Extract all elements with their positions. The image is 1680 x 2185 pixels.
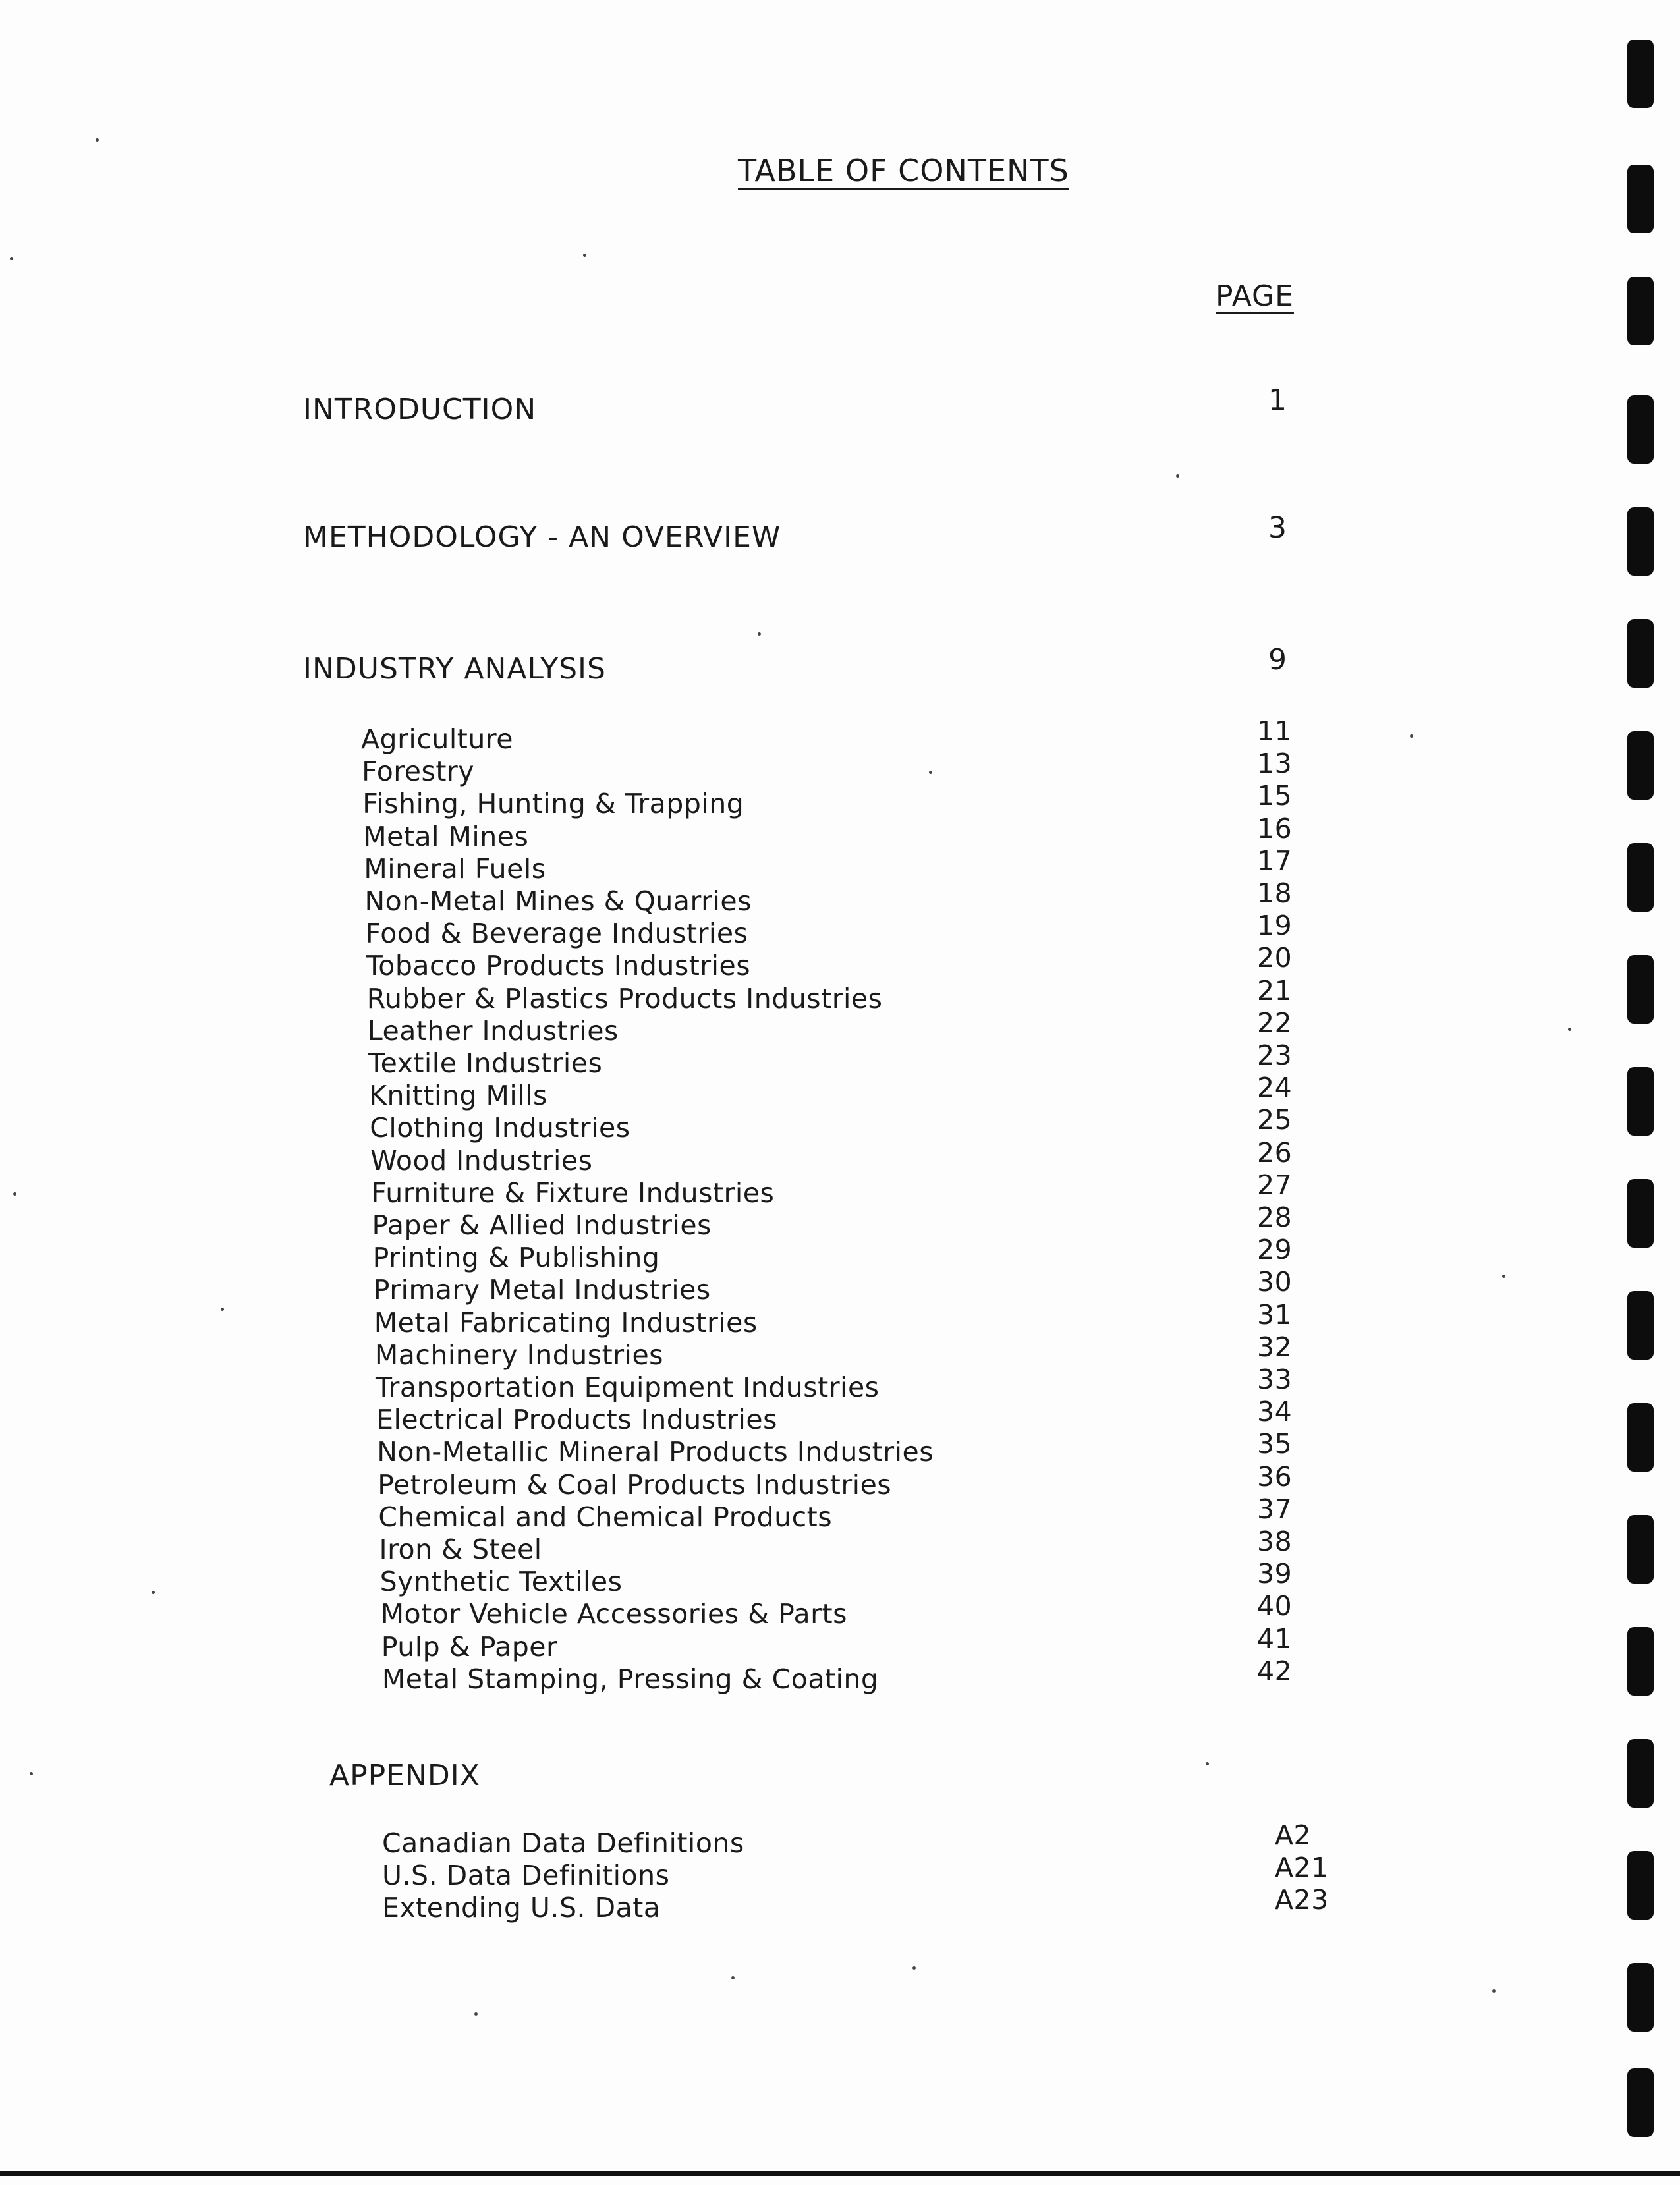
entry-label: Synthetic Textiles [379,1566,623,1598]
entry-page-number: 37 [1256,1493,1293,1525]
entry-page-number: 11 [1257,715,1293,747]
entry-page-number: 36 [1256,1460,1293,1493]
toc-entry [365,910,1393,951]
section-label: INTRODUCTION [303,393,537,426]
entry-label: Metal Fabricating Industries [374,1306,758,1339]
binder-hole [1627,165,1654,233]
entry-page-number: 27 [1256,1169,1293,1201]
toc-section-introduction [303,383,1357,432]
entry-page-number: 39 [1256,1558,1293,1590]
scan-speck [13,1192,16,1196]
entry-page-number: A2 [1275,1819,1312,1851]
bottom-edge-rule [0,2171,1680,2176]
binder-hole [1627,1067,1654,1136]
scan-speck [1410,734,1413,738]
scan-speck [1568,1028,1571,1031]
entry-label: Agriculture [361,723,513,755]
section-label: APPENDIX [329,1759,480,1792]
page-title: TABLE OF CONTENTS [738,153,1069,188]
binder-hole [1627,1515,1654,1584]
entry-page-number: 40 [1256,1590,1293,1622]
binder-hole [1627,1291,1654,1360]
entry-page-number: 25 [1256,1104,1293,1136]
entry-label: Electrical Products Industries [376,1404,777,1436]
scan-speck [474,2012,478,2016]
toc-entry [372,1234,1401,1275]
entry-label: Motor Vehicle Accessories & Parts [380,1598,847,1630]
binder-hole [1627,1403,1654,1472]
entry-page-number: 29 [1256,1234,1293,1266]
scan-speck [1502,1275,1505,1278]
entry-page-number: 23 [1257,1039,1293,1071]
binder-hole-strip [1627,26,1654,2134]
scan-speck [1206,1762,1209,1765]
toc-entry [362,780,1390,821]
scan-speck [929,771,932,774]
scan-speck [96,138,99,142]
scan-speck [221,1308,224,1311]
binder-hole [1627,731,1654,800]
entry-label: Metal Mines [363,820,529,852]
entry-label: Paper & Allied Industries [372,1209,712,1241]
entry-label: Petroleum & Coal Products Industries [378,1468,892,1501]
entry-page-number: 35 [1256,1428,1293,1460]
entry-page-number: 21 [1256,974,1293,1007]
entry-label: Chemical and Chemical Products [378,1501,833,1533]
scan-speck [1492,1989,1496,1993]
scan-speck [152,1591,155,1594]
appendix-entry [382,1819,1410,1860]
toc-entry [381,1655,1410,1696]
entry-page-number: 24 [1256,1072,1293,1104]
toc-entry [368,1039,1396,1080]
entry-page-number: 26 [1256,1136,1293,1169]
entry-label: Clothing Industries [370,1112,630,1144]
entry-page-number: 34 [1256,1396,1293,1428]
appendix-entry [382,1852,1410,1893]
toc-entry [370,1136,1398,1178]
toc-entry [373,1266,1401,1307]
entry-page-number: 19 [1256,910,1293,942]
scan-speck [912,1966,916,1970]
entry-page-number: 41 [1256,1622,1293,1655]
toc-entry [380,1590,1409,1631]
entry-page-number: 38 [1257,1526,1293,1557]
toc-entry [379,1558,1408,1599]
section-page-number: 3 [1268,511,1287,545]
page-column-heading: PAGE [1216,279,1294,313]
binder-hole [1627,395,1654,464]
toc-section-industry-analysis [303,643,1357,692]
scan-speck [10,257,13,260]
toc-entry [374,1298,1402,1340]
toc-entry [378,1460,1405,1502]
entry-page-number: 33 [1257,1364,1293,1395]
entry-label: Furniture & Fixture Industries [371,1176,775,1209]
toc-entry [377,1428,1405,1469]
entry-label: Pulp & Paper [381,1630,558,1663]
toc-entry [378,1493,1406,1534]
entry-label: Wood Industries [370,1144,593,1176]
toc-entry [369,1072,1397,1113]
entry-label: Metal Stamping, Pressing & Coating [381,1663,879,1695]
toc-entry [381,1622,1409,1664]
binder-hole [1627,1851,1654,1920]
entry-label: Food & Beverage Industries [365,918,748,950]
entry-page-number: A21 [1275,1852,1329,1883]
binder-hole [1627,1627,1654,1696]
entry-label: Fishing, Hunting & Trapping [362,788,744,820]
entry-label: Textile Industries [368,1047,603,1079]
binder-hole [1627,619,1654,688]
entry-label: Iron & Steel [379,1534,542,1565]
toc-entry [366,942,1394,983]
entry-page-number: 16 [1256,812,1293,844]
entry-label: Printing & Publishing [372,1242,660,1274]
entry-page-number: 30 [1256,1266,1293,1298]
entry-label: Knitting Mills [369,1080,547,1112]
entry-page-number: 20 [1256,942,1293,974]
entry-page-number: 15 [1256,780,1293,812]
toc-entry [372,1202,1400,1242]
entry-label: Leather Industries [367,1014,619,1047]
entry-page-number: 42 [1256,1655,1293,1687]
binder-hole [1627,1739,1654,1808]
entry-label: Forestry [362,756,475,788]
entry-page-number: 32 [1256,1331,1293,1363]
entry-label: U.S. Data Definitions [382,1860,670,1891]
toc-entry [376,1396,1404,1437]
appendix-entry [382,1884,1410,1925]
entry-page-number: 18 [1257,877,1293,909]
entry-label: Machinery Industries [374,1339,664,1371]
toc-entry [376,1364,1403,1404]
toc-entry [362,748,1389,788]
section-page-number: 1 [1268,383,1287,417]
entry-page-number: 17 [1256,844,1293,877]
scan-speck [1176,474,1179,478]
section-label: INDUSTRY ANALYSIS [303,652,606,686]
entry-label: Mineral Fuels [364,852,546,885]
scan-speck [583,254,586,257]
entry-page-number: 28 [1257,1202,1293,1233]
entry-page-number: 13 [1256,748,1293,780]
toc-entry [370,1104,1397,1145]
scan-speck [731,1976,735,1979]
section-page-number: 9 [1268,643,1287,677]
binder-hole [1627,1179,1654,1248]
toc-section-methodology [303,511,1357,560]
section-label: METHODOLOGY - AN OVERVIEW [303,520,781,554]
toc-entry [361,715,1389,756]
entry-label: Transportation Equipment Industries [376,1371,880,1403]
binder-hole [1627,843,1654,912]
scan-speck [758,632,761,636]
toc-entry [364,844,1391,886]
entry-label: Non-Metal Mines & Quarries [364,885,752,917]
entry-page-number: 22 [1256,1007,1293,1039]
toc-entry [366,974,1395,1016]
binder-hole [1627,1963,1654,2032]
entry-label: Non-Metallic Mineral Products Industries [377,1436,934,1468]
binder-hole [1627,507,1654,576]
entry-label: Primary Metal Industries [373,1274,711,1306]
binder-hole [1627,2068,1654,2137]
toc-entry [364,877,1393,918]
entry-label: Rubber & Plastics Products Industries [366,982,883,1014]
toc-section-appendix [329,1759,1384,1798]
toc-entry [379,1526,1407,1566]
entry-label: Canadian Data Definitions [382,1827,744,1859]
binder-hole [1627,955,1654,1024]
scan-speck [30,1772,33,1775]
toc-entry [371,1169,1399,1210]
binder-hole [1627,277,1654,345]
toc-entry [367,1007,1395,1048]
entry-page-number: A23 [1275,1884,1329,1916]
binder-hole [1627,40,1654,108]
entry-label: Tobacco Products Industries [366,950,751,982]
toc-entry [374,1331,1403,1372]
entry-label: Extending U.S. Data [382,1892,661,1923]
toc-entry [363,812,1391,854]
entry-page-number: 31 [1256,1298,1293,1331]
